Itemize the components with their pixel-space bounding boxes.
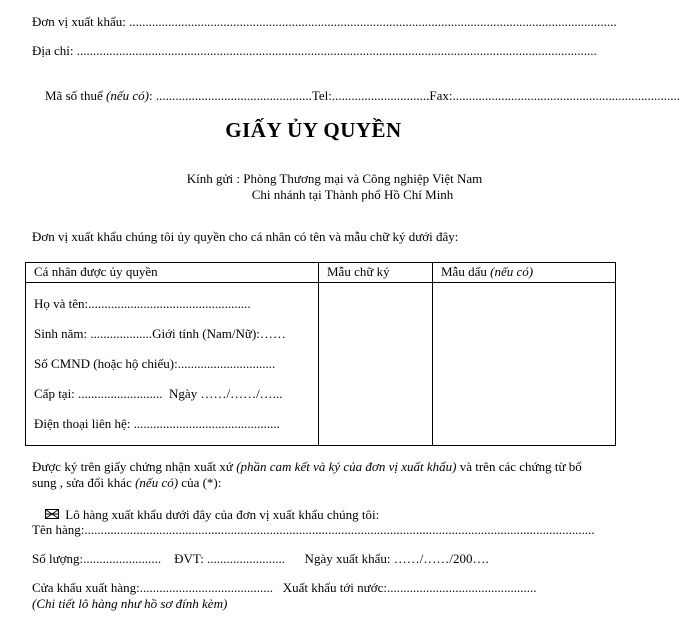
field-full-name: Họ và tên:.................................................. — [34, 296, 251, 311]
field-contact-phone: Điện thoại liên hệ: ............................................. — [34, 416, 280, 431]
authorization-scope-paragraph — [32, 459, 598, 491]
auth-seg-4: (nếu có) — [135, 475, 179, 490]
header-signature-sample: Mẫu chữ ký — [319, 263, 433, 283]
tax-id-note: (nếu có) — [106, 88, 149, 103]
field-id-number: Số CMND (hoặc hộ chiếu):.............................. — [34, 356, 276, 371]
stamp-sample-cell — [433, 283, 616, 446]
auth-seg-2: (phần cam kết và ký của đơn vị xuất khẩu) — [236, 459, 457, 474]
field-birth-year-gender: Sinh năm: ...................Giới tính (Nam/Nữ):…… — [34, 326, 286, 341]
intro-paragraph: Đơn vị xuất khẩu chúng tôi ủy quyền cho cá nhân có tên và mẫu chữ ký dưới đây: — [32, 229, 459, 244]
address-line: Địa chỉ: ................................................................................................................................................................ — [32, 43, 597, 58]
header-stamp-sample — [433, 263, 616, 283]
product-name-line: Tên hàng:............................................................................................................................................................. — [32, 522, 595, 537]
quantity-unit-date-line: Số lượng:........................ ĐVT: ........................ Ngày xuất khẩu: ……/……/200…. — [32, 551, 489, 566]
checked-checkbox-icon — [45, 509, 59, 519]
page-title: GIẤY ỦY QUYỀN — [225, 118, 402, 142]
tax-id-label: Mã số thuế — [45, 88, 107, 103]
recipient-block — [74, 171, 595, 203]
auth-seg-3: và trên các chứng từ bổ sung , sửa đổi khác — [32, 459, 582, 490]
auth-seg-5: của (*): — [178, 475, 222, 490]
header-stamp-label: Mẫu dấu — [441, 264, 491, 279]
shipment-clause-line — [32, 491, 595, 522]
recipient-line-2: Chi nhánh tại Thành phố Hồ Chí Minh — [251, 187, 454, 202]
table-body-row — [26, 283, 616, 446]
tax-id-line — [32, 72, 680, 103]
recipient-line-1: Kính gửi : Phòng Thương mại và Công nghiệp Việt Nam — [186, 171, 483, 186]
field-issued-at-date: Cấp tại: .......................... Ngày ……/……/…... — [34, 386, 283, 401]
auth-seg-1: Được ký trên giấy chứng nhận xuất xứ — [32, 459, 237, 474]
table-header-row — [26, 263, 616, 283]
tax-tel-fax-dots: : ................................................Tel:..............................Fax:...................................................................... — [148, 88, 680, 103]
header-stamp-note: (nếu có) — [490, 264, 534, 279]
shipment-clause-label: Lô hàng xuất khẩu dưới đây của đơn vị xuất khẩu chúng tôi: — [62, 507, 380, 522]
attachment-note: (Chi tiết lô hàng như hồ sơ đính kèm) — [32, 596, 228, 611]
export-port-country-line: Cửa khẩu xuất hàng:......................................... Xuất khẩu tới nước:.............................................. — [32, 580, 537, 595]
exporter-line: Đơn vị xuất khẩu: ...................................................................................................................................................... — [32, 14, 617, 29]
header-authorized-person: Cá nhân được ủy quyền — [26, 263, 319, 283]
person-details-cell — [26, 283, 319, 446]
authorized-person-table — [25, 262, 616, 446]
signature-sample-cell — [319, 283, 433, 446]
